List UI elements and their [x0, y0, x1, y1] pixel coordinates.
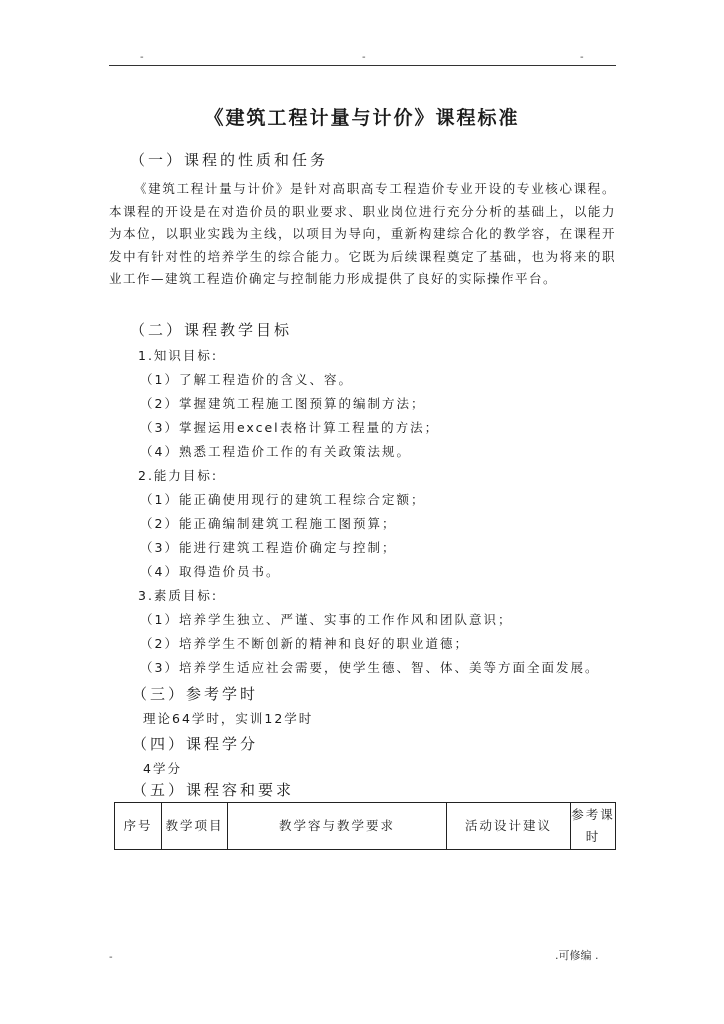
header-cell-project: 教学项目: [162, 803, 228, 850]
course-content-table: [114, 802, 616, 850]
table-header-row: [115, 803, 616, 850]
section-heading-objectives: （二）课程教学目标: [130, 321, 293, 339]
ability-item: （1）能正确使用现行的建筑工程综合定额；: [140, 492, 426, 507]
header-rule: [109, 65, 616, 66]
header-cell-hours: 参考课时: [571, 803, 616, 850]
quality-item: （1）培养学生独立、严谨、实事的工作作风和团队意识；: [140, 612, 513, 627]
knowledge-item: （2）掌握建筑工程施工图预算的编制方法；: [140, 396, 426, 411]
document-title: 《建筑工程计量与计价》课程标准: [204, 107, 520, 129]
hours-text: 理论64学时，实训12学时: [143, 711, 314, 726]
ability-item: （3）能进行建筑工程造价确定与控制；: [140, 540, 397, 555]
quality-item: （3）培养学生适应社会需要，使学生德、智、体、美等方面全面发展。: [140, 660, 600, 675]
section-heading-credits: （四）课程学分: [132, 735, 259, 753]
header-cell-content: 教学容与教学要求: [228, 803, 447, 850]
header-mark-center: -: [362, 52, 366, 63]
knowledge-item: （4）熟悉工程造价工作的有关政策法规。: [140, 444, 411, 459]
ability-item: （2）能正确编制建筑工程施工图预算；: [140, 516, 397, 531]
header-mark-left: -: [140, 52, 144, 63]
section-heading-hours: （三）参考学时: [132, 685, 259, 703]
header-cell-index: 序号: [115, 803, 162, 850]
quality-objectives-label: 3.素质目标:: [138, 588, 219, 603]
knowledge-objectives-label: 1.知识目标:: [138, 348, 219, 363]
section-heading-nature: （一）课程的性质和任务: [130, 151, 329, 169]
knowledge-item: （3）掌握运用excel表格计算工程量的方法；: [140, 420, 440, 435]
section-heading-content: （五）课程容和要求: [132, 781, 295, 799]
footer-mark-left: -: [109, 952, 113, 963]
course-nature-paragraph: 《建筑工程计量与计价》是针对高职高专工程造价专业开设的专业核心课程。本课程的开设是在对造价员的职业要求、职业岗位进行充分分析的基础上，以能力为本位，以职业实践为主线，以项目为导向，重新构建综合化的教学容，在课程开发中有针对性的培养学生的综合能力。它既为后续课程奠定了基础，也为将来的职业工作—建筑工程造价确定与控制能力形成提供了良好的实际操作平台。: [109, 181, 616, 287]
header-cell-activity: 活动设计建议: [447, 803, 571, 850]
ability-item: （4）取得造价员书。: [140, 564, 281, 579]
ability-objectives-label: 2.能力目标:: [138, 468, 219, 483]
quality-item: （2）培养学生不断创新的精神和良好的职业道德；: [140, 636, 469, 651]
footer-editable-note: .可修编 .: [555, 949, 599, 962]
credits-text: 4学分: [143, 761, 182, 776]
knowledge-item: （1）了解工程造价的含义、容。: [140, 372, 353, 387]
header-mark-right: -: [580, 52, 584, 63]
